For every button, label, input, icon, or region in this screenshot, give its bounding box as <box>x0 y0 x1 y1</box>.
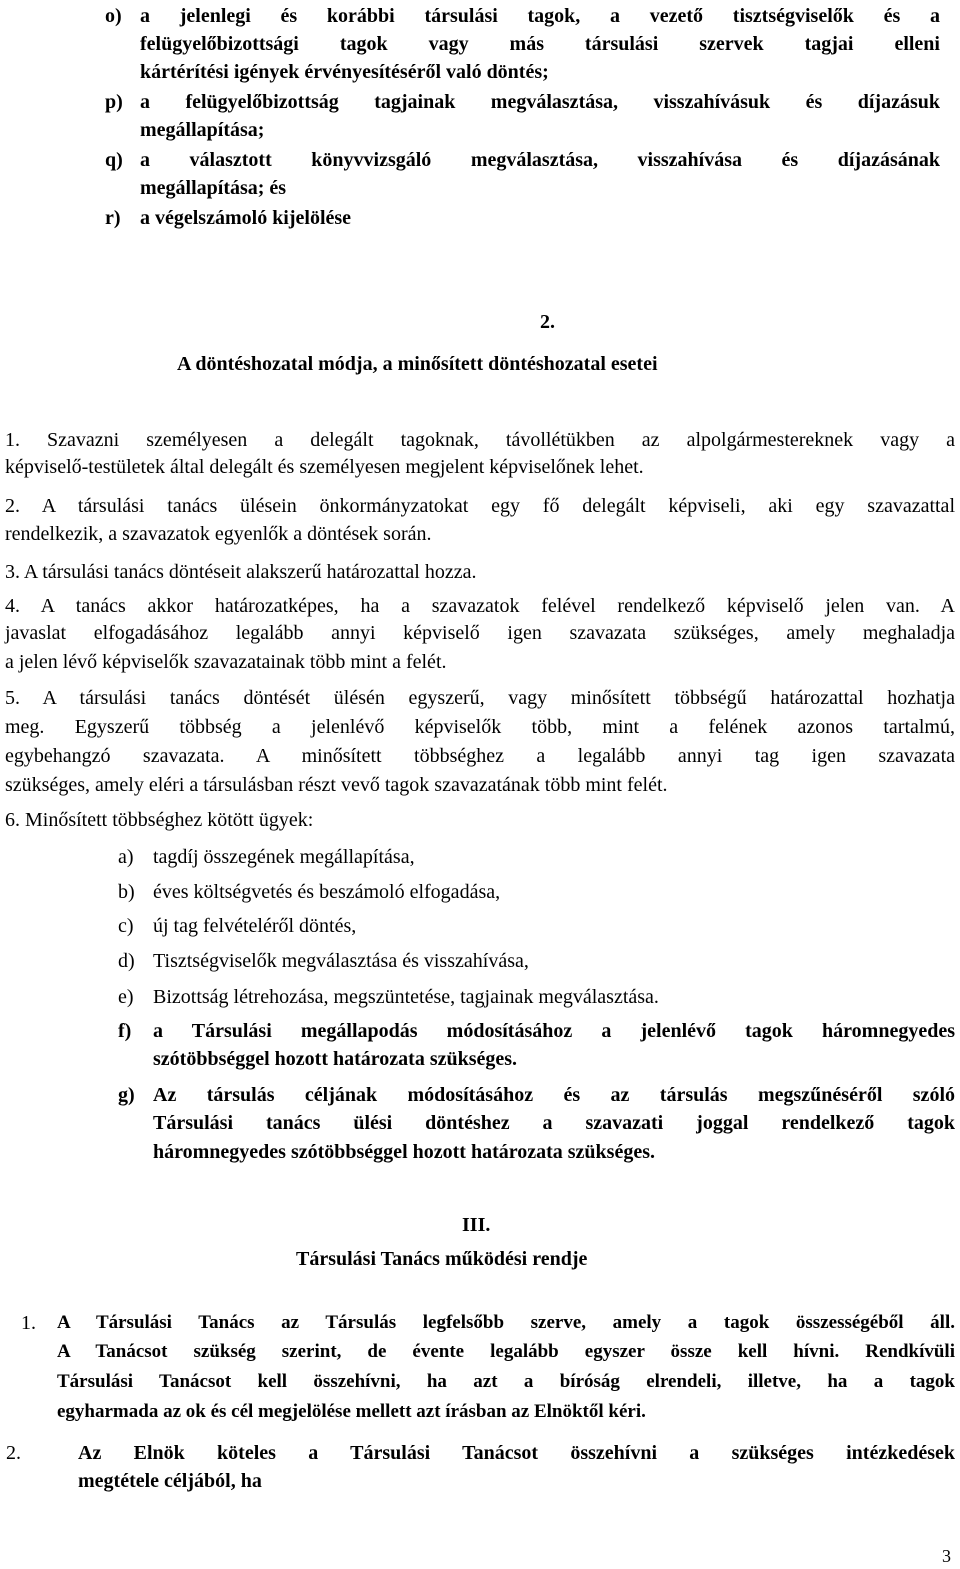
section-2-line-6: 4. A tanács akkor határozatképes, ha a szavazatok felével rendelkező képviselő jelen van. A <box>5 595 955 617</box>
section-3-item-1-line-3: Társulási Tanácsot kell összehívni, ha azt a bíróság elrendeli, illetve, ha a tagok <box>57 1371 955 1392</box>
list-item-c: új tag felvételéről döntés, <box>153 915 357 937</box>
section-3-number: III. <box>462 1214 491 1236</box>
section-2-line-8: a jelen lévő képviselők szavazatainak több mint a felét. <box>5 651 447 673</box>
section-2-line-11: egybehangzó szavazata. A minősített többséghez a legalább annyi tag igen szavazata <box>5 745 955 767</box>
list-marker-e: e) <box>118 986 134 1008</box>
list-item-r-line-1: a végelszámoló kijelölése <box>140 207 352 229</box>
section-2-line-10: meg. Egyszerű többség a jelenlévő képviselők több, mint a felének azonos tartalmú, <box>5 716 955 738</box>
list-marker-d: d) <box>118 950 135 972</box>
list-item-b: éves költségvetés és beszámoló elfogadása, <box>153 881 501 903</box>
section-2-line-13: 6. Minősített többséghez kötött ügyek: <box>5 809 314 831</box>
section-3-title: Társulási Tanács működési rendje <box>296 1248 588 1270</box>
list-item-g-line-3: háromnegyedes szótöbbséggel hozott határozata szükséges. <box>153 1141 656 1163</box>
list-marker-b: b) <box>118 881 135 903</box>
list-item-a: tagdíj összegének megállapítása, <box>153 846 415 868</box>
list-marker-g: g) <box>118 1084 135 1106</box>
list-marker-o: o) <box>105 5 122 27</box>
list-item-d: Tisztségviselők megválasztása és visszahívása, <box>153 950 529 972</box>
list-item-f-line-2: szótöbbséggel hozott határozata szükséges. <box>153 1048 518 1070</box>
list-marker-c: c) <box>118 915 134 937</box>
page-number: 3 <box>942 1546 951 1566</box>
section-2-title: A döntéshozatal módja, a minősített döntéshozatal esetei <box>177 353 658 375</box>
list-item-q-line-2: megállapítása; és <box>140 177 287 199</box>
list-item-g-line-1: Az társulás céljának módosításához és az társulás megszűnéséről szóló <box>153 1084 955 1106</box>
list-item-o-line-3: kártérítési igények érvényesítéséről való döntés; <box>140 61 549 83</box>
list-item-o-line-2: felügyelőbizottsági tagok vagy más társulási szervek tagjai elleni <box>140 33 940 55</box>
section-3-item-1-line-1: A Társulási Tanács az Társulás legfelsőbb szerve, amely a tagok összességéből áll. <box>57 1312 955 1333</box>
list-marker-q: q) <box>105 149 123 171</box>
list-item-f-line-1: a Társulási megállapodás módosításához a jelenlévő tagok háromnegyedes <box>153 1020 955 1042</box>
section-2-number: 2. <box>540 311 555 333</box>
section-2-line-4: rendelkezik, a szavazatok egyenlők a döntések során. <box>5 523 432 545</box>
section-3-item-2-line-2: megtétele céljából, ha <box>78 1470 262 1492</box>
section-2-line-7: javaslat elfogadásához legalább annyi képviselő igen szavazata szükséges, amely meghaladja <box>5 622 955 644</box>
list-marker-r: r) <box>105 207 121 229</box>
section-2-line-1: 1. Szavazni személyesen a delegált tagoknak, távollétükben az alpolgármestereknek vagy a <box>5 429 955 451</box>
list-item-q-line-1: a választott könyvvizsgáló megválasztása, visszahívása és díjazásának <box>140 149 940 171</box>
section-3-item-2-line-1: Az Elnök köteles a Társulási Tanácsot összehívni a szükséges intézkedések <box>78 1442 955 1464</box>
list-item-o-line-1: a jelenlegi és korábbi társulási tagok, a vezető tisztségviselők és a <box>140 5 940 27</box>
section-2-line-9: 5. A társulási tanács döntését ülésén egyszerű, vagy minősített többségű határozattal hozhatja <box>5 687 955 709</box>
section-2-line-2: képviselő-testületek által delegált és személyesen megjelent képviselőnek lehet. <box>5 456 644 478</box>
section-3-item-1-marker: 1. <box>21 1312 36 1334</box>
list-marker-p: p) <box>105 91 123 113</box>
section-2-line-3: 2. A társulási tanács ülésein önkormányzatokat egy fő delegált képviseli, aki egy szavazattal <box>5 495 955 517</box>
list-marker-a: a) <box>118 846 134 868</box>
list-item-p-line-1: a felügyelőbizottság tagjainak megválasztása, visszahívásuk és díjazásuk <box>140 91 940 113</box>
list-marker-f: f) <box>118 1020 132 1042</box>
section-3-item-2-marker: 2. <box>6 1442 21 1464</box>
list-item-p-line-2: megállapítása; <box>140 119 265 141</box>
list-item-e: Bizottság létrehozása, megszüntetése, tagjainak megválasztása. <box>153 986 659 1008</box>
section-3-item-1-line-4: egyharmada az ok és cél megjelölése mellett azt írásban az Elnöktől kéri. <box>57 1401 646 1422</box>
section-2-line-5: 3. A társulási tanács döntéseit alakszerű határozattal hozza. <box>5 561 477 583</box>
list-item-g-line-2: Társulási tanács ülési döntéshez a szavazati joggal rendelkező tagok <box>153 1112 955 1134</box>
section-2-line-12: szükséges, amely eléri a társulásban részt vevő tagok szavazatának több mint felét. <box>5 774 668 796</box>
section-3-item-1-line-2: A Tanácsot szükség szerint, de évente legalább egyszer össze kell hívni. Rendkívüli <box>57 1341 955 1362</box>
